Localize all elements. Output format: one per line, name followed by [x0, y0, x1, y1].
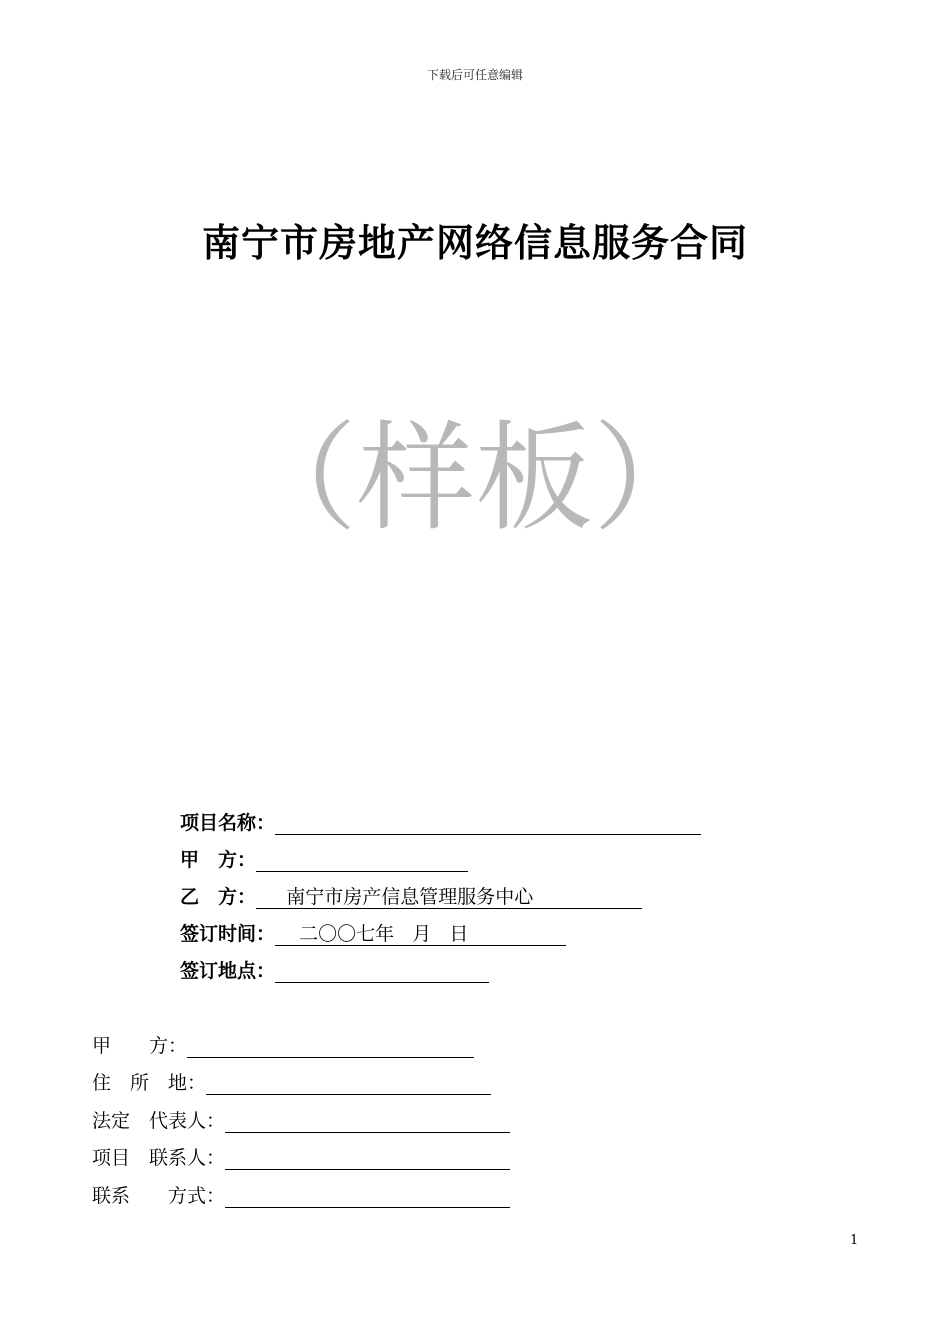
- party-a-details-block: [92, 1020, 510, 1208]
- page-number: 1: [850, 1233, 859, 1248]
- header-note: 下载后可任意编辑: [426, 68, 523, 82]
- contract-meta-block: [180, 798, 701, 983]
- party-b-row: [180, 872, 701, 909]
- address-field[interactable]: [206, 1071, 491, 1095]
- party-b-field[interactable]: 南宁市房产信息管理服务中心: [256, 885, 642, 909]
- contact-method-field[interactable]: [225, 1184, 510, 1208]
- party-a-row: [180, 835, 701, 872]
- project-name-label: 项目名称：: [180, 812, 276, 834]
- party-a-detail-row: [92, 1020, 510, 1058]
- party-a-detail-label: 甲 方：: [92, 1034, 188, 1057]
- legal-rep-row: [92, 1095, 510, 1133]
- contact-method-label: 联系 方式：: [92, 1184, 226, 1207]
- party-a-label: 甲 方：: [180, 849, 257, 871]
- contact-person-field[interactable]: [225, 1146, 510, 1170]
- sign-time-field[interactable]: 二〇〇七年 月 日: [275, 922, 566, 946]
- party-a-field[interactable]: [256, 848, 468, 872]
- contact-method-row: [92, 1170, 510, 1208]
- sign-place-label: 签订地点：: [180, 960, 276, 982]
- sample-watermark: （样板）: [238, 409, 711, 547]
- document-title: 南宁市房地产网络信息服务合同: [201, 221, 748, 265]
- party-a-detail-field[interactable]: [187, 1034, 474, 1058]
- contact-person-row: [92, 1133, 510, 1171]
- legal-rep-field[interactable]: [225, 1109, 510, 1133]
- sign-place-field[interactable]: [275, 959, 489, 983]
- address-label: 住 所 地：: [92, 1072, 207, 1094]
- project-name-row: [180, 798, 701, 835]
- sign-place-row: [180, 946, 701, 983]
- sign-time-label: 签订时间：: [180, 923, 276, 945]
- project-name-field[interactable]: [275, 811, 701, 835]
- address-row: [92, 1058, 510, 1096]
- sign-time-row: [180, 909, 701, 946]
- contact-person-label: 项目 联系人：: [92, 1147, 226, 1169]
- party-b-label: 乙 方：: [180, 886, 257, 908]
- legal-rep-label: 法定 代表人：: [92, 1109, 226, 1132]
